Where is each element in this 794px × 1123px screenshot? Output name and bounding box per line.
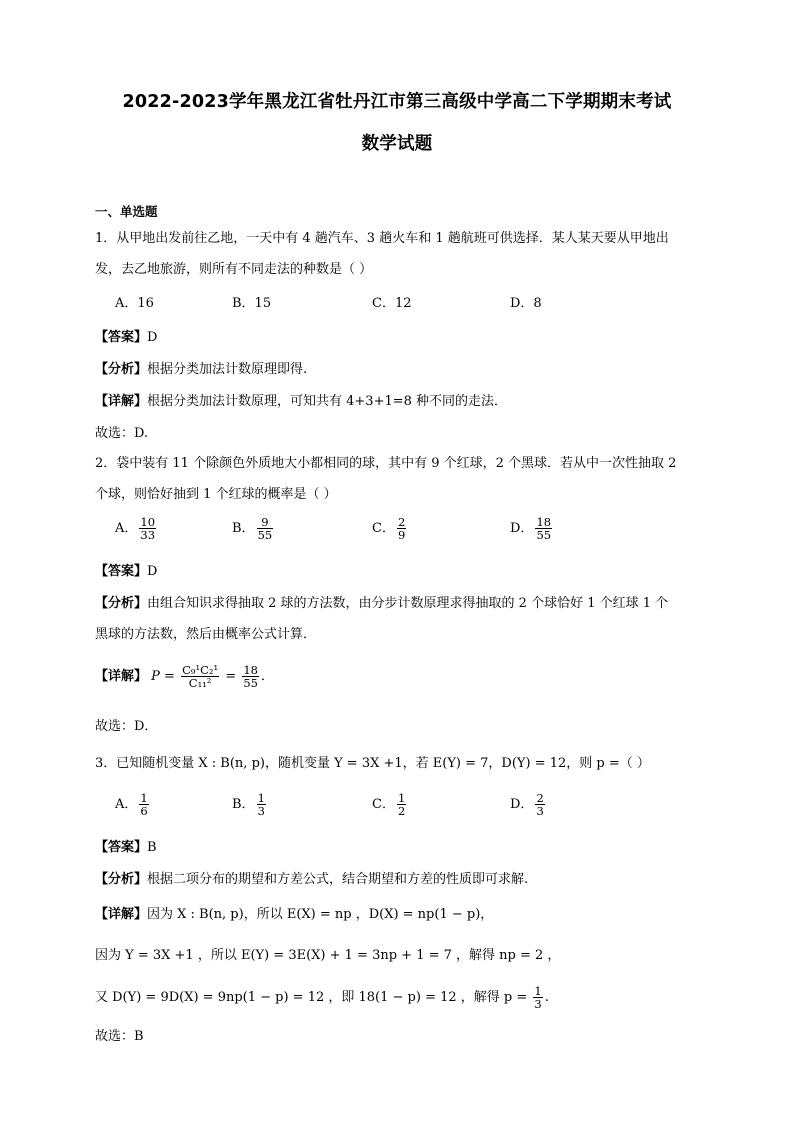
q2-option-c: C． $\frac{2}{9}$	[372, 515, 406, 542]
q1-option-a: A．16	[115, 296, 154, 311]
fraction: $\frac{10}{33}$	[140, 515, 156, 542]
q2-stem-line1: 2．袋中装有 11 个除颜色外质地大小都相同的球，其中有 9 个红球，2 个黑球．若从中一次性抽取 2	[95, 456, 677, 471]
q3-option-d: D． $\frac{2}{3}$	[510, 791, 544, 818]
q2-choose: 故选：D．	[95, 719, 158, 734]
q1-detail	[95, 394, 507, 410]
q1-answer	[95, 330, 157, 346]
q3-detail-line3: 又 D(Y) = 9D(X) = 9np(1 − p) = 12 ，即 18(1 − p) = 12 ，解得 p = $\frac{1}{3}$ .	[95, 984, 549, 1011]
q2-analysis-line2: 黑球的方法数，然后由概率公式计算．	[95, 627, 317, 642]
fraction: $\frac{18}{55}$	[243, 663, 258, 690]
q2-answer: 【答案】D	[95, 564, 158, 579]
q1-analysis-text: 根据分类加法计数原理即得.	[147, 362, 308, 377]
detail-tag: 【详解】	[95, 394, 148, 409]
q3-option-c: C． $\frac{1}{2}$	[372, 791, 406, 818]
q1-option-c: C．12	[372, 296, 412, 311]
q2-option-a: A． $\frac{10}{33}$	[115, 515, 156, 542]
q3-stem: 3．已知随机变量 X : B(n, p)，随机变量 Y = 3X +1，若 E(Y) = 7，D(Y) = 12，则 p =（ ）	[95, 756, 650, 771]
page-title: 2022-2023学年黑龙江省牡丹江市第三高级中学高二下学期期末考试	[122, 92, 672, 112]
q2-detail: 【详解】 P = $\frac{\text{C₉¹C₂¹}}{\text{C₁₁²}}$ = $\frac{18}{55}$ ．	[95, 663, 274, 690]
q2-option-b: B． $\frac{9}{55}$	[232, 515, 273, 542]
q2-option-d: D． $\frac{18}{55}$	[510, 515, 552, 542]
section-heading: 一、单选题	[95, 204, 158, 219]
fraction: $\frac{1}{6}$	[140, 791, 148, 818]
fraction: $\frac{1}{3}$	[257, 791, 265, 818]
q1-choose: 故选：D.	[95, 426, 149, 441]
q3-analysis: 【分析】根据二项分布的期望和方差公式，结合期望和方差的性质即可求解.	[95, 872, 529, 887]
q1-option-b: B．15	[232, 296, 272, 311]
analysis-tag: 【分析】	[95, 362, 148, 377]
q3-option-a: A． $\frac{1}{6}$	[115, 791, 148, 818]
q1-analysis	[95, 362, 307, 378]
q3-answer: 【答案】B	[95, 840, 157, 855]
q3-choose: 故选：B	[95, 1029, 144, 1044]
fraction: $\frac{2}{3}$	[536, 791, 544, 818]
q1-option-d: D．8	[510, 296, 542, 311]
q1-answer-value: D	[147, 330, 158, 345]
fraction: $\frac{2}{9}$	[397, 515, 406, 542]
q2-answer-value: D	[147, 564, 158, 579]
q1-stem-line1: 1．从甲地出发前往乙地，一天中有 4 趟汽车、3 趟火车和 1 趟航班可供选择．某人某天要从甲地出	[95, 231, 669, 246]
fraction: $\frac{\text{C₉¹C₂¹}}{\text{C₁₁²}}$	[182, 663, 219, 690]
q3-option-b: B． $\frac{1}{3}$	[232, 791, 265, 818]
page-subtitle: 数学试题	[361, 134, 433, 154]
fraction: $\frac{9}{55}$	[257, 515, 273, 542]
q3-detail-line1: 【详解】因为 X : B(n, p)，所以 E(X) = np ，D(X) = np(1 − p)，	[95, 907, 494, 922]
fraction: $\frac{1}{3}$	[534, 984, 542, 1011]
q1-stem-line2: 发，去乙地旅游，则所有不同走法的种数是（ ）	[95, 262, 373, 277]
fraction: $\frac{1}{2}$	[397, 791, 406, 818]
q1-detail-text: 根据分类加法计数原理，可知共有 4+3+1=8 种不同的走法．	[147, 394, 508, 409]
answer-tag: 【答案】	[95, 330, 148, 345]
q3-detail-line2: 因为 Y = 3X +1 ，所以 E(Y) = 3E(X) + 1 = 3np + 1 = 7 ，解得 np = 2 ，	[95, 948, 561, 963]
q2-analysis-line1: 【分析】由组合知识求得抽取 2 球的方法数，由分步计数原理求得抽取的 2 个球恰好 1 个红球 1 个	[95, 596, 669, 611]
q3-answer-value: B	[147, 840, 157, 855]
q2-stem-line2: 个球，则恰好抽到 1 个红球的概率是（ ）	[95, 487, 337, 502]
fraction: $\frac{18}{55}$	[536, 515, 552, 542]
